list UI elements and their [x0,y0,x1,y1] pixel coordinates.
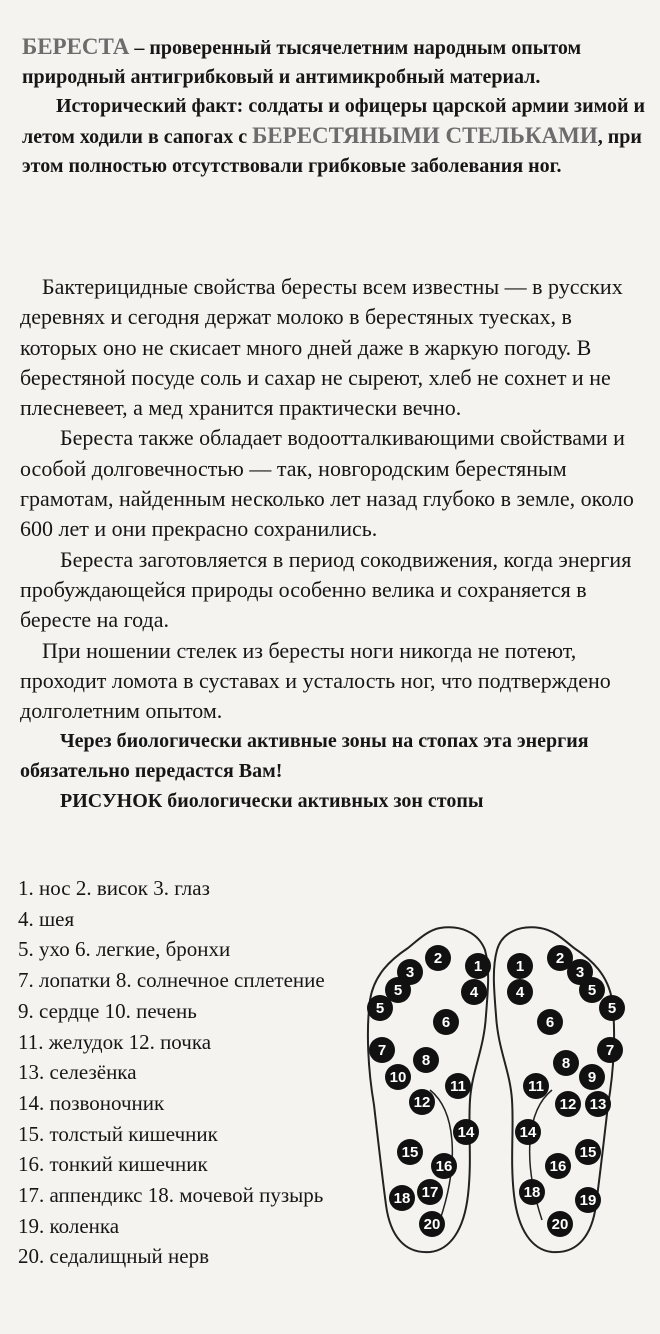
right-zone-15 [575,1139,601,1165]
left-zone-6 [433,1009,459,1035]
legend-item: 20. седалищный нерв [18,1244,210,1269]
left-zone-12 [409,1089,435,1115]
left-zone-16 [431,1153,457,1179]
svg-text:11: 11 [528,1078,544,1095]
left-zone-4 [461,979,487,1005]
left-zone-5 [367,995,393,1021]
svg-text:6: 6 [545,1014,555,1031]
right-zone-11 [523,1073,549,1099]
right-zone-1 [507,953,533,979]
svg-text:3: 3 [405,964,415,981]
body-paragraph-2: Береста также обладает водоотталкивающими свойствами и особой долговечностью — так, новгородским берестяным грамотам, найденным несколько лет назад глубоко в земле, около 600 лет и они прекрасно сохранились. [20,425,634,542]
right-zone-5 [599,995,625,1021]
svg-text:15: 15 [579,1144,597,1161]
svg-text:19: 19 [579,1192,597,1209]
body-paragraph-4: При ношении стелек из бересты ноги никогда не потеют, проходит ломота в суставах и усталость ног, что подтверждено долголетним опытом. [20,637,611,724]
zone-legend [18,873,338,1272]
svg-text:10: 10 [389,1069,407,1086]
legend-item: 15. толстый кишечник [18,1121,218,1146]
svg-text:7: 7 [377,1042,387,1059]
svg-text:1: 1 [515,958,525,975]
legend-item: 19. коленка [18,1213,120,1238]
svg-text:5: 5 [607,1000,617,1017]
svg-text:14: 14 [457,1124,475,1141]
svg-text:6: 6 [441,1014,451,1031]
callout [20,726,650,816]
legend-item: 7. лопатки 8. солнечное сплетение [18,968,325,993]
left-zone-11 [445,1073,471,1099]
svg-text:5: 5 [375,1000,385,1017]
svg-text:2: 2 [555,950,565,967]
svg-text:5: 5 [393,982,403,999]
right-zone-7 [597,1037,623,1063]
right-zone-16 [545,1153,571,1179]
right-zone-5 [579,977,605,1003]
right-zone-19 [575,1187,601,1213]
svg-text:12: 12 [559,1096,577,1113]
svg-text:4: 4 [515,984,525,1001]
right-zone-9 [579,1064,605,1090]
legend-item: 14. позвоночник [18,1090,165,1115]
legend-item: 5. ухо 6. легкие, бронхи [18,937,231,962]
svg-text:13: 13 [589,1096,607,1113]
legend-item: 4. шея [18,906,75,931]
beresta-heading: БЕРЕСТА [22,34,130,59]
svg-text:16: 16 [435,1158,453,1175]
svg-text:8: 8 [561,1055,571,1072]
right-zone-6 [537,1009,563,1035]
zone-markers [367,945,625,1237]
svg-text:17: 17 [421,1184,439,1201]
svg-text:18: 18 [393,1190,411,1207]
left-zone-1 [465,953,491,979]
svg-text:11: 11 [450,1078,466,1095]
svg-text:9: 9 [587,1069,597,1086]
svg-text:18: 18 [523,1184,541,1201]
legend-item: 1. нос 2. висок 3. глаз [18,876,210,900]
svg-text:20: 20 [551,1216,569,1233]
svg-text:20: 20 [423,1216,441,1233]
left-zone-8 [413,1047,439,1073]
svg-text:15: 15 [401,1144,419,1161]
legend-item: 16. тонкий кишечник [18,1152,208,1177]
svg-text:1: 1 [473,958,483,975]
left-zone-20 [419,1211,445,1237]
legend-item: 17. аппендикс 18. мочевой пузырь [18,1183,324,1208]
svg-text:2: 2 [433,950,443,967]
body-paragraph-3: Береста заготовляется в период сокодвижения, когда энергия пробуждающейся природы особенно велика и сохраняется в бересте на года. [20,546,632,633]
right-zone-12 [555,1091,581,1117]
intro-paragraph-2: Исторический факт: солдаты и офицеры царской армии зимой и летом ходили в сапогах с БЕРЕСТЯНЫМИ СТЕЛЬКАМИ, при этом полностью отсутствовали грибковые заболевания ног. [22,95,645,177]
left-zone-15 [397,1139,423,1165]
svg-text:5: 5 [587,982,597,999]
left-zone-14 [453,1119,479,1145]
svg-text:4: 4 [469,984,479,1001]
left-zone-7 [369,1037,395,1063]
left-zone-18 [389,1185,415,1211]
right-zone-14 [515,1119,541,1145]
right-zone-8 [553,1050,579,1076]
legend-item: 13. селезёнка [18,1060,137,1085]
legend-item: 9. сердце 10. печень [18,998,197,1023]
svg-text:16: 16 [549,1158,567,1175]
figure-caption: РИСУНОК биологически активных зон стопы [60,790,484,813]
svg-text:8: 8 [421,1052,431,1069]
right-zone-20 [547,1211,573,1237]
svg-text:12: 12 [413,1094,431,1111]
legend-item: 11. желудок 12. почка [18,1029,212,1054]
insoles-highlight: БЕРЕСТЯНЫМИ СТЕЛЬКАМИ [252,123,598,148]
right-zone-13 [585,1091,611,1117]
body-paragraph-1: Бактерицидные свойства бересты всем известны — в русских деревнях и сегодня держат молоко в берестяных туесках, в которых оно не скисает много дней даже в жаркую погоду. В берестяной посуде соль и сахар не сыреют, хлеб не сохнет и не плесневеет, а мед хранится практически вечно. [20,274,623,421]
right-zone-4 [507,979,533,1005]
foot-zones-diagram [360,920,650,1265]
intro-paragraph-1: БЕРЕСТА – проверенный тысячелетним народным опытом природный антигрибковый и антимикробный материал. [22,34,582,88]
left-zone-10 [385,1064,411,1090]
body-text [20,272,650,816]
left-zone-2 [425,945,451,971]
left-zone-17 [417,1179,443,1205]
intro-block [22,32,654,181]
right-zone-18 [519,1179,545,1205]
svg-text:14: 14 [519,1124,537,1141]
svg-text:3: 3 [575,964,585,981]
svg-text:7: 7 [605,1042,615,1059]
callout-line: Через биологически активные зоны на стопах эта энергия обязательно передастся Вам! [20,730,589,783]
